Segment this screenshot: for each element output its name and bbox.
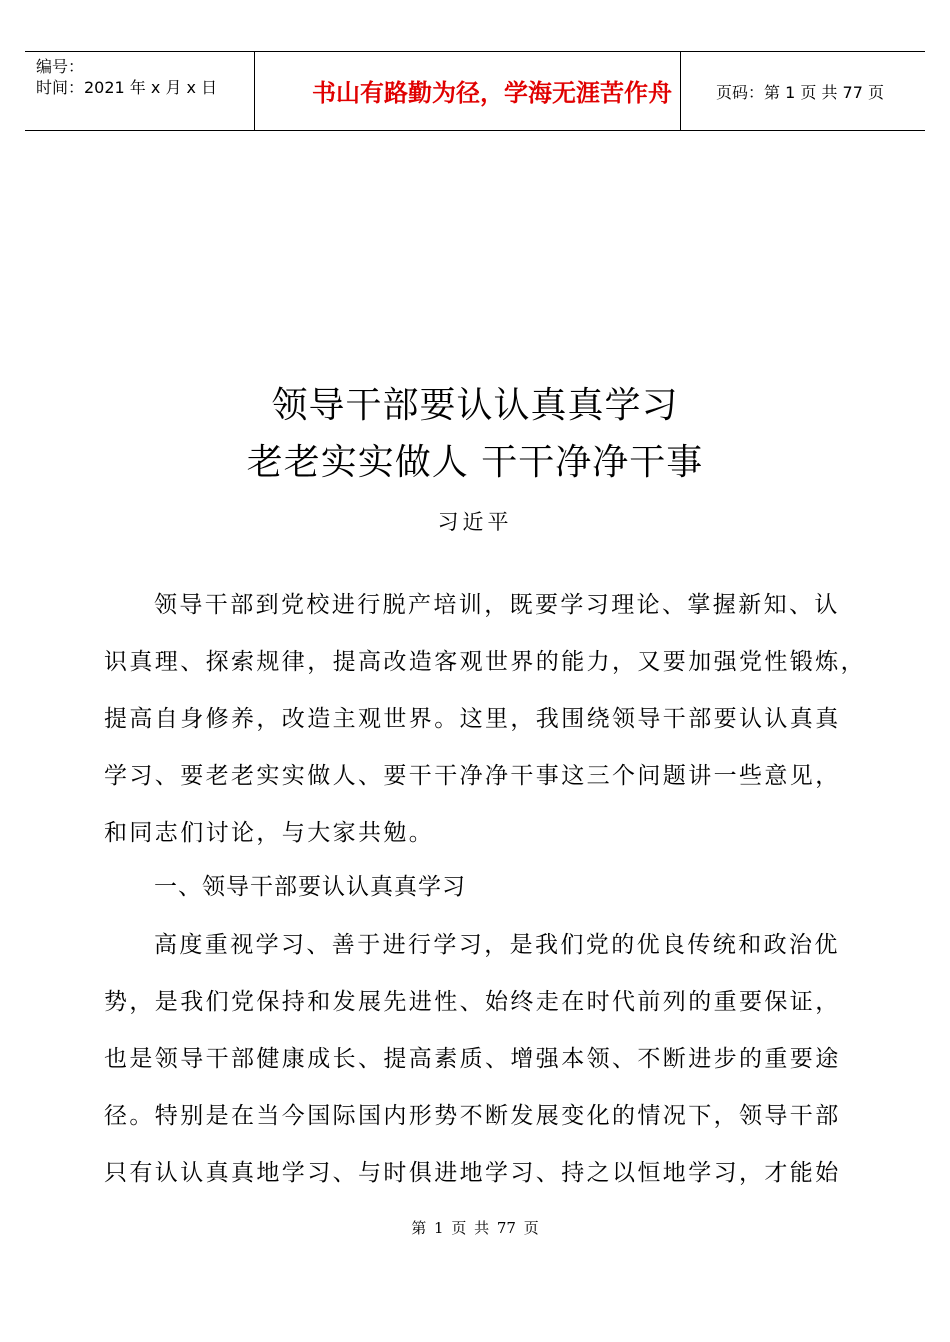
article-title-line-2: 老老实实做人 干干净净干事 (246, 442, 704, 483)
paragraph-line: 识真理、探索规律，提高改造客观世界的能力，又要加强党性锻炼， (104, 649, 866, 675)
page-footer: 第 1 页 共 77 页 (411, 1219, 539, 1237)
paragraph-line: 学习、要老老实实做人、要干干净净干事这三个问题讲一些意见， (104, 763, 841, 789)
header-page-info: 页码：第 1 页 共 77 页 (716, 83, 884, 102)
paragraph-line: 提高自身修养，改造主观世界。这里，我围绕领导干部要认认真真 (104, 706, 841, 732)
paragraph-line: 高度重视学习、善于进行学习，是我们党的优良传统和政治优 (154, 932, 840, 958)
paragraph-line: 只有认认真真地学习、与时俱进地学习、持之以恒地学习，才能始 (104, 1160, 841, 1186)
header-divider-left (254, 52, 255, 130)
paragraph-line: 领导干部到党校进行脱产培训，既要学习理论、掌握新知、认 (154, 592, 840, 618)
header-number-label: 编号： (36, 57, 85, 76)
header-divider-right (680, 52, 681, 130)
article-author: 习近平 (437, 510, 513, 534)
paragraph-line: 势，是我们党保持和发展先进性、始终走在时代前列的重要保证， (104, 989, 841, 1015)
section-heading-1: 一、领导干部要认认真真学习 (154, 874, 466, 900)
header-meta (36, 56, 217, 98)
document-header (25, 51, 925, 131)
paragraph-line: 和同志们讨论，与大家共勉。 (104, 820, 435, 846)
article-title-line-1: 领导干部要认认真真学习 (271, 385, 679, 426)
header-time-label: 时间：2021 年 x 月 x 日 (36, 78, 218, 97)
header-motto: 书山有路勤为径，学海无涯苦作舟 (312, 79, 672, 107)
paragraph-line: 也是领导干部健康成长、提高素质、增强本领、不断进步的重要途 (104, 1046, 841, 1072)
paragraph-line: 径。特别是在当今国际国内形势不断发展变化的情况下，领导干部 (104, 1103, 841, 1129)
